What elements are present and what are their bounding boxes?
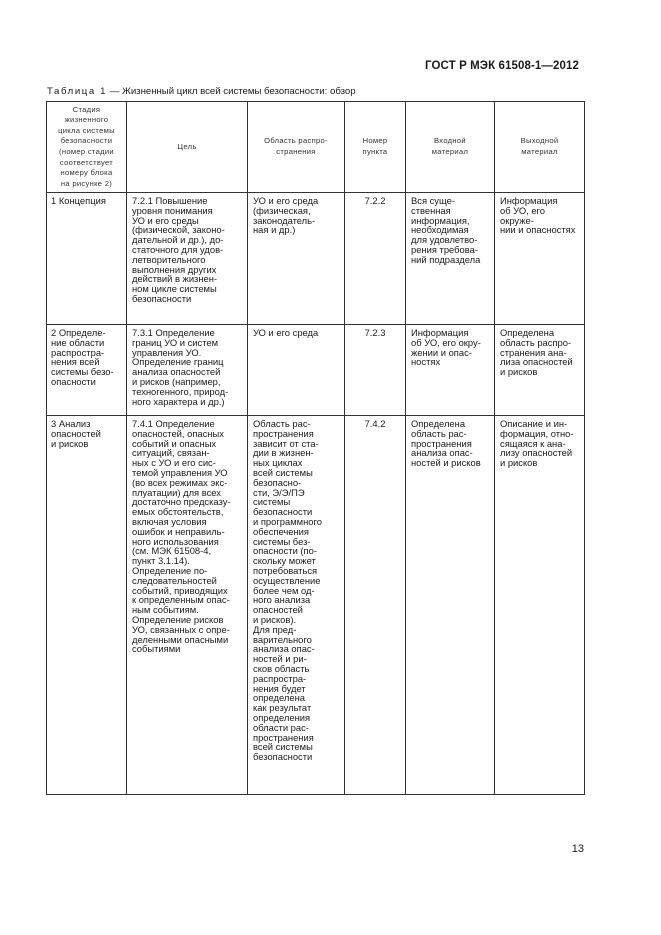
table-header-row	[47, 102, 585, 193]
table-row	[47, 193, 585, 325]
cell-scope: УО и его среда (физическая, законодатель- ная и др.)	[248, 193, 345, 325]
cell-goal: 7.4.1 Определение опасностей, опасных событий и опасных ситуаций, связан- ных с УО и его сис- темой управления УО (во всех режимах экс- плуатации) для всех достаточно предсказу- емых обстоятельств, включая условия ошибок и неправиль- ного использования (см. МЭК 61508-4, пункт 3.1.14). Определение по- следовательностей событий, приводящих к определенным опас- ным событиям. Определение рисков УО, связанных с опре- деленными опасными событиями	[127, 416, 248, 795]
cell-input: Вся суще- ственная информация, необходимая для удовлетво- рения требова- ний подраздела	[406, 193, 495, 325]
cell-clause: 7.2.3	[345, 325, 406, 416]
table-row	[47, 416, 585, 795]
cell-scope: Область рас- пространения зависит от ста- дии в жизнен- ных циклах всей системы безопасно- сти, Э/Э/ПЭ системы безопасности и программного обеспечения системы без- опасности (по- скольку может потребоваться осуществление более чем од- ного анализа опасностей и рисков). Для пред- варительного анализа опас- ностей и ри- сков область распростра- нения будет определена как результат определения области рас- пространения всей системы безопасности	[248, 416, 345, 795]
cell-stage: 3 Анализ опасностей и рисков	[47, 416, 127, 795]
header-goal: Цель	[127, 102, 248, 193]
table-caption	[47, 86, 356, 97]
document-id: ГОСТ Р МЭК 61508-1—2012	[425, 60, 579, 72]
table-label: Таблица 1	[47, 86, 108, 97]
table-row	[47, 325, 585, 416]
cell-input: Информация об УО, его окру- жении и опас- ностях	[406, 325, 495, 416]
header-input: Входной материал	[406, 102, 495, 193]
table-title: — Жизненный цикл всей системы безопасности: обзор	[107, 86, 356, 97]
cell-output: Описание и ин- формация, отно- сящаяся к ана- лизу опасностей и рисков	[495, 416, 585, 795]
cell-goal: 7.2.1 Повышение уровня понимания УО и его среды (физической, законо- дательной и др.), до- статочного для удов- летворительного выполнения других действий в жизнен- ном цикле системы безопасности	[127, 193, 248, 325]
cell-output: Информация об УО, его окруже- нии и опасностях	[495, 193, 585, 325]
cell-scope: УО и его среда	[248, 325, 345, 416]
cell-clause: 7.2.2	[345, 193, 406, 325]
cell-output: Определена область распро- странения ана- лиза опасностей и рисков	[495, 325, 585, 416]
lifecycle-table	[46, 101, 585, 795]
cell-clause: 7.4.2	[345, 416, 406, 795]
cell-goal: 7.3.1 Определение границ УО и систем управления УО. Определение границ анализа опасностей и рисков (например, техногенного, природ- ного характера и др.)	[127, 325, 248, 416]
cell-input: Определена область рас- пространения анализа опас- ностей и рисков	[406, 416, 495, 795]
header-output: Выходной материал	[495, 102, 585, 193]
page-number: 13	[571, 843, 584, 855]
header-clause: Номер пункта	[345, 102, 406, 193]
cell-stage: 2 Определе- ние области распростра- нения всей системы безо- опасности	[47, 325, 127, 416]
header-scope: Область распро- странения	[248, 102, 345, 193]
header-stage: Стадия жизненного цикла системы безопасности (номер стадии соответствует номеру блока на рисунке 2)	[47, 102, 127, 193]
cell-stage: 1 Концепция	[47, 193, 127, 325]
